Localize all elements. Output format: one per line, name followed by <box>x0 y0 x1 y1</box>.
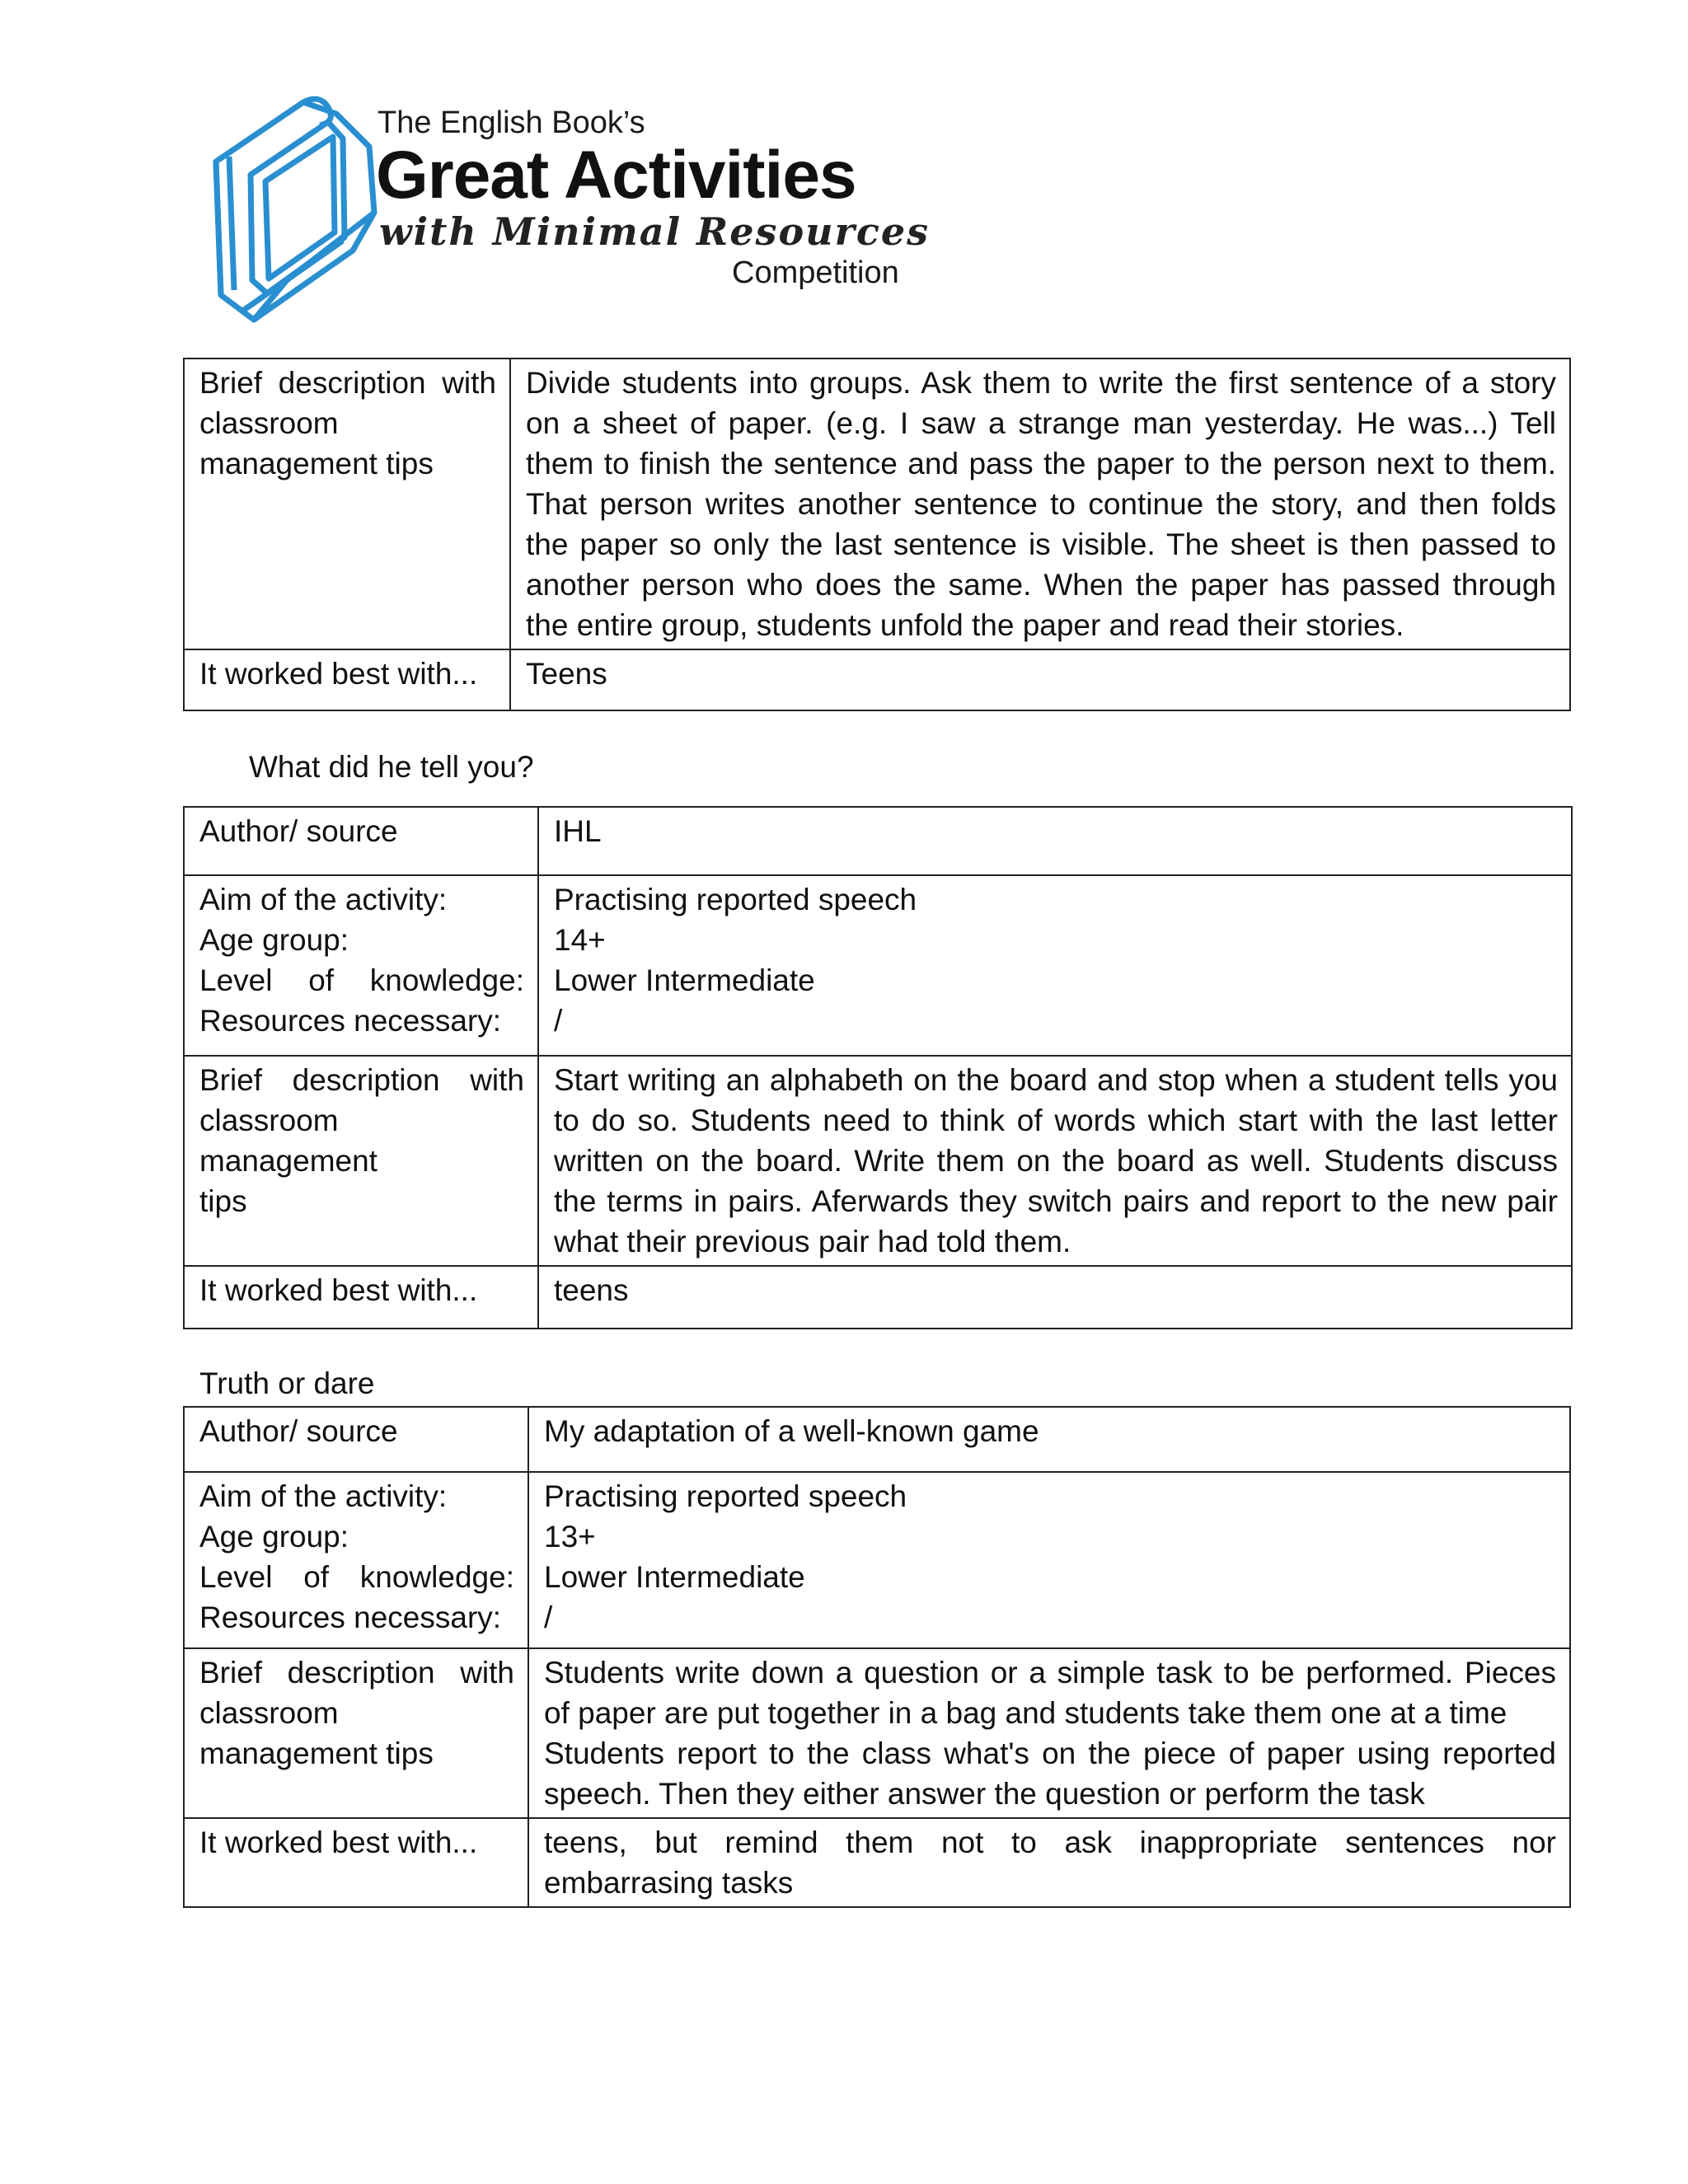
row-value: Practising reported speech 13+ Lower Intermediate / <box>528 1472 1570 1648</box>
logo-subtitle: The English Book’s <box>377 105 645 140</box>
row-label: It worked best with... <box>184 649 510 710</box>
row-value: IHL <box>538 807 1572 875</box>
table-row <box>184 1266 1572 1329</box>
table-row <box>184 359 1570 649</box>
activity-table-3 <box>183 1406 1571 1908</box>
row-label: Brief description with classroom management tips <box>184 1648 528 1818</box>
row-value: teens <box>538 1266 1572 1329</box>
table-row <box>184 875 1572 1056</box>
logo-title: Great Activities <box>376 138 856 213</box>
row-label: Author/ source <box>184 807 538 875</box>
row-label: Aim of the activity: Age group: Level of knowledge: Resources necessary: <box>184 1472 528 1648</box>
competition-logo <box>204 89 930 328</box>
row-value: Students write down a question or a simple task to be performed. Pieces of paper are put together in a bag and students take them one at a time Students report to the class what's on the piece of paper using reported speech. Then they either answer the question or perform the task <box>528 1648 1570 1818</box>
activity-table-1 <box>183 358 1571 711</box>
table-row <box>184 1818 1570 1907</box>
logo-competition: Competition <box>732 255 899 290</box>
activity-title: What did he tell you? <box>249 750 534 784</box>
row-value: teens, but remind them not to ask inappropriate sentences nor embarrasing tasks <box>528 1818 1570 1907</box>
row-value: Divide students into groups. Ask them to write the first sentence of a story on a sheet of paper. (e.g. I saw a strange man yesterday. He was...) Tell them to finish the sentence and pass the paper to the person next to them. That person writes another sentence to continue the story, and then folds the paper so only the last sentence is visible. The sheet is then passed to another person who does the same. When the paper has passed through the entire group, students unfold the paper and read their stories. <box>510 359 1570 649</box>
logo-tagline: with Minimal Resources <box>379 209 930 254</box>
row-label: Author/ source <box>184 1407 528 1472</box>
row-label: It worked best with... <box>184 1266 538 1329</box>
row-label: It worked best with... <box>184 1818 528 1907</box>
table-row <box>184 649 1570 710</box>
activity-table-2 <box>183 806 1573 1329</box>
row-label: Brief description with classroom management tips <box>184 359 510 649</box>
row-label: Brief description with classroom management tips <box>184 1056 538 1266</box>
table-row <box>184 1056 1572 1266</box>
table-row <box>184 1407 1570 1472</box>
table-row <box>184 1648 1570 1818</box>
row-value: Practising reported speech 14+ Lower Intermediate / <box>538 875 1572 1056</box>
book-icon <box>204 89 386 328</box>
row-value: Teens <box>510 649 1570 710</box>
table-row <box>184 1472 1570 1648</box>
row-value: My adaptation of a well-known game <box>528 1407 1570 1472</box>
row-label: Aim of the activity: Age group: Level of knowledge: Resources necessary: <box>184 875 538 1056</box>
table-row <box>184 807 1572 875</box>
activity-title: Truth or dare <box>199 1366 375 1400</box>
row-value: Start writing an alphabeth on the board and stop when a student tells you to do so. Students need to think of words which start with the last letter written on the board. Write them on the board as well. Students discuss the terms in pairs. Aferwards they switch pairs and report to the new pair what their previous pair had told them. <box>538 1056 1572 1266</box>
